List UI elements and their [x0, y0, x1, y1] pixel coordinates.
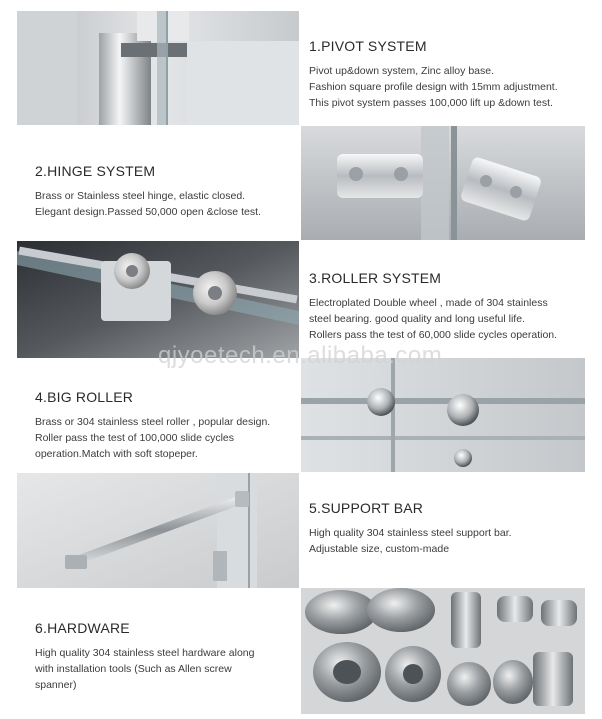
section-text-line: Pivot up&down system, Zinc alloy base. — [309, 65, 495, 77]
section-title: 5.SUPPORT BAR — [309, 500, 424, 516]
section-text-line: Brass or 304 stainless steel roller , popular design. — [35, 416, 271, 428]
section-text-line: Elegant design.Passed 50,000 open &close test. — [35, 206, 261, 218]
section-text-line: Rollers pass the test of 60,000 slide cycles operation. — [309, 329, 558, 341]
section-text-line: This pivot system passes 100,000 lift up &down test. — [309, 97, 553, 109]
support-bar-section — [309, 500, 512, 557]
roller-system-photo — [17, 241, 299, 358]
pivot-system-photo — [17, 11, 299, 125]
support-bar-photo — [17, 473, 299, 588]
roller-section — [309, 270, 557, 343]
section-text-line: spanner) — [35, 679, 77, 691]
section-text-line: with installation tools (Such as Allen screw — [35, 663, 232, 675]
section-text-line: Electroplated Double wheel , made of 304 stainless — [309, 297, 548, 309]
pivot-section — [309, 38, 558, 111]
section-text-line: steel bearing. good quality and long useful life. — [309, 313, 525, 325]
section-text-line: Roller pass the test of 100,000 slide cycles — [35, 432, 235, 444]
section-text-line: High quality 304 stainless steel support bar. — [309, 527, 512, 539]
section-text-line: Adjustable size, custom-made — [309, 543, 450, 555]
big-roller-photo — [301, 358, 585, 472]
section-text-line: Brass or Stainless steel hinge, elastic closed. — [35, 190, 246, 202]
section-title: 6.HARDWARE — [35, 620, 130, 636]
hinge-system-photo — [301, 126, 585, 240]
watermark: qjyoetech.en.alibaba.com — [158, 342, 443, 369]
hardware-section — [35, 620, 254, 693]
section-title: 4.BIG ROLLER — [35, 389, 134, 405]
section-title: 3.ROLLER SYSTEM — [309, 270, 442, 286]
big-roller-section — [35, 389, 270, 462]
section-text-line: operation.Match with soft stopeper. — [35, 448, 198, 460]
section-title: 2.HINGE SYSTEM — [35, 163, 156, 179]
hinge-section — [35, 163, 261, 220]
section-title: 1.PIVOT SYSTEM — [309, 38, 427, 54]
hardware-parts-photo — [301, 588, 585, 714]
section-text-line: Fashion square profile design with 15mm adjustment. — [309, 81, 558, 93]
section-text-line: High quality 304 stainless steel hardware along — [35, 647, 255, 659]
